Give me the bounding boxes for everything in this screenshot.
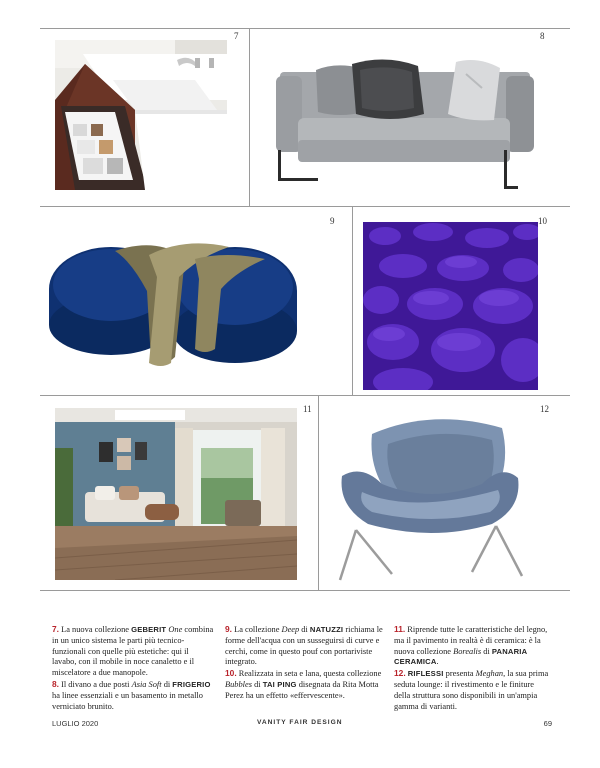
caption-column-left bbox=[52, 624, 214, 712]
grid-rule-v3 bbox=[318, 395, 319, 590]
photo-vanity-geberit bbox=[55, 40, 227, 190]
caption-8: 8. Il divano a due posti Asia Soft di FRIGERIO ha linee essenziali e un basamento in metallo verniciato brunito. bbox=[52, 678, 211, 711]
caption-7: 7. La nuova collezione GEBERIT One combina in un unico sistema le parti più tecnico-funzionali con quelle più estetiche: qui il lavabo, con il mobile in noce canaletto e il miscelatore a due manopole. bbox=[52, 624, 214, 678]
photo-livingroom-panaria bbox=[55, 408, 297, 580]
panel-number-7: 7 bbox=[234, 31, 239, 41]
panel-number-8: 8 bbox=[540, 31, 545, 41]
grid-rule-row1 bbox=[40, 206, 570, 207]
photo-chair-riflessi bbox=[332, 410, 532, 586]
footer-date: LUGLIO 2020 bbox=[52, 719, 99, 728]
grid-rule-row2 bbox=[40, 395, 570, 396]
page-footer bbox=[52, 719, 552, 731]
photo-sofa-frigerio bbox=[268, 40, 540, 198]
caption-9: 9. La collezione Deep di NATUZZI richiama le forme dell'acqua con un susseguirsi di curve e cerchi, come in questo pouf con portariviste integrato. bbox=[225, 624, 383, 667]
caption-10: 10. Realizzata in seta e lana, questa collezione Bubbles di TAI PING disegnata da Rita Motta Perez ha un effetto «effervescente». bbox=[225, 668, 382, 700]
caption-column-right bbox=[394, 624, 552, 712]
photo-pouf-natuzzi bbox=[45, 225, 301, 375]
photo-rug-taiping bbox=[363, 222, 538, 390]
panel-number-12: 12 bbox=[540, 404, 549, 414]
grid-rule-v1 bbox=[249, 28, 250, 206]
panel-number-11: 11 bbox=[303, 404, 312, 414]
grid-rule-top bbox=[40, 28, 570, 29]
footer-page-number: 69 bbox=[543, 719, 552, 728]
grid-rule-row3 bbox=[40, 590, 570, 591]
panel-number-9: 9 bbox=[330, 216, 335, 226]
grid-rule-v2 bbox=[352, 206, 353, 395]
panel-number-10: 10 bbox=[538, 216, 547, 226]
caption-11: 11. Riprende tutte le caratteristiche del legno, ma il pavimento in realtà è di ceramica: è la nuova collezione Borealis di PANARIA CERAMICA. bbox=[394, 624, 548, 667]
caption-column-middle bbox=[225, 624, 383, 702]
footer-magazine-name: VANITY FAIR DESIGN bbox=[257, 719, 343, 726]
caption-12: 12. RIFLESSI presenta Meghan, la sua prima seduta lounge: il rivestimento e le finiture della struttura sono disponibili in un'ampia gamma di varianti. bbox=[394, 668, 549, 711]
